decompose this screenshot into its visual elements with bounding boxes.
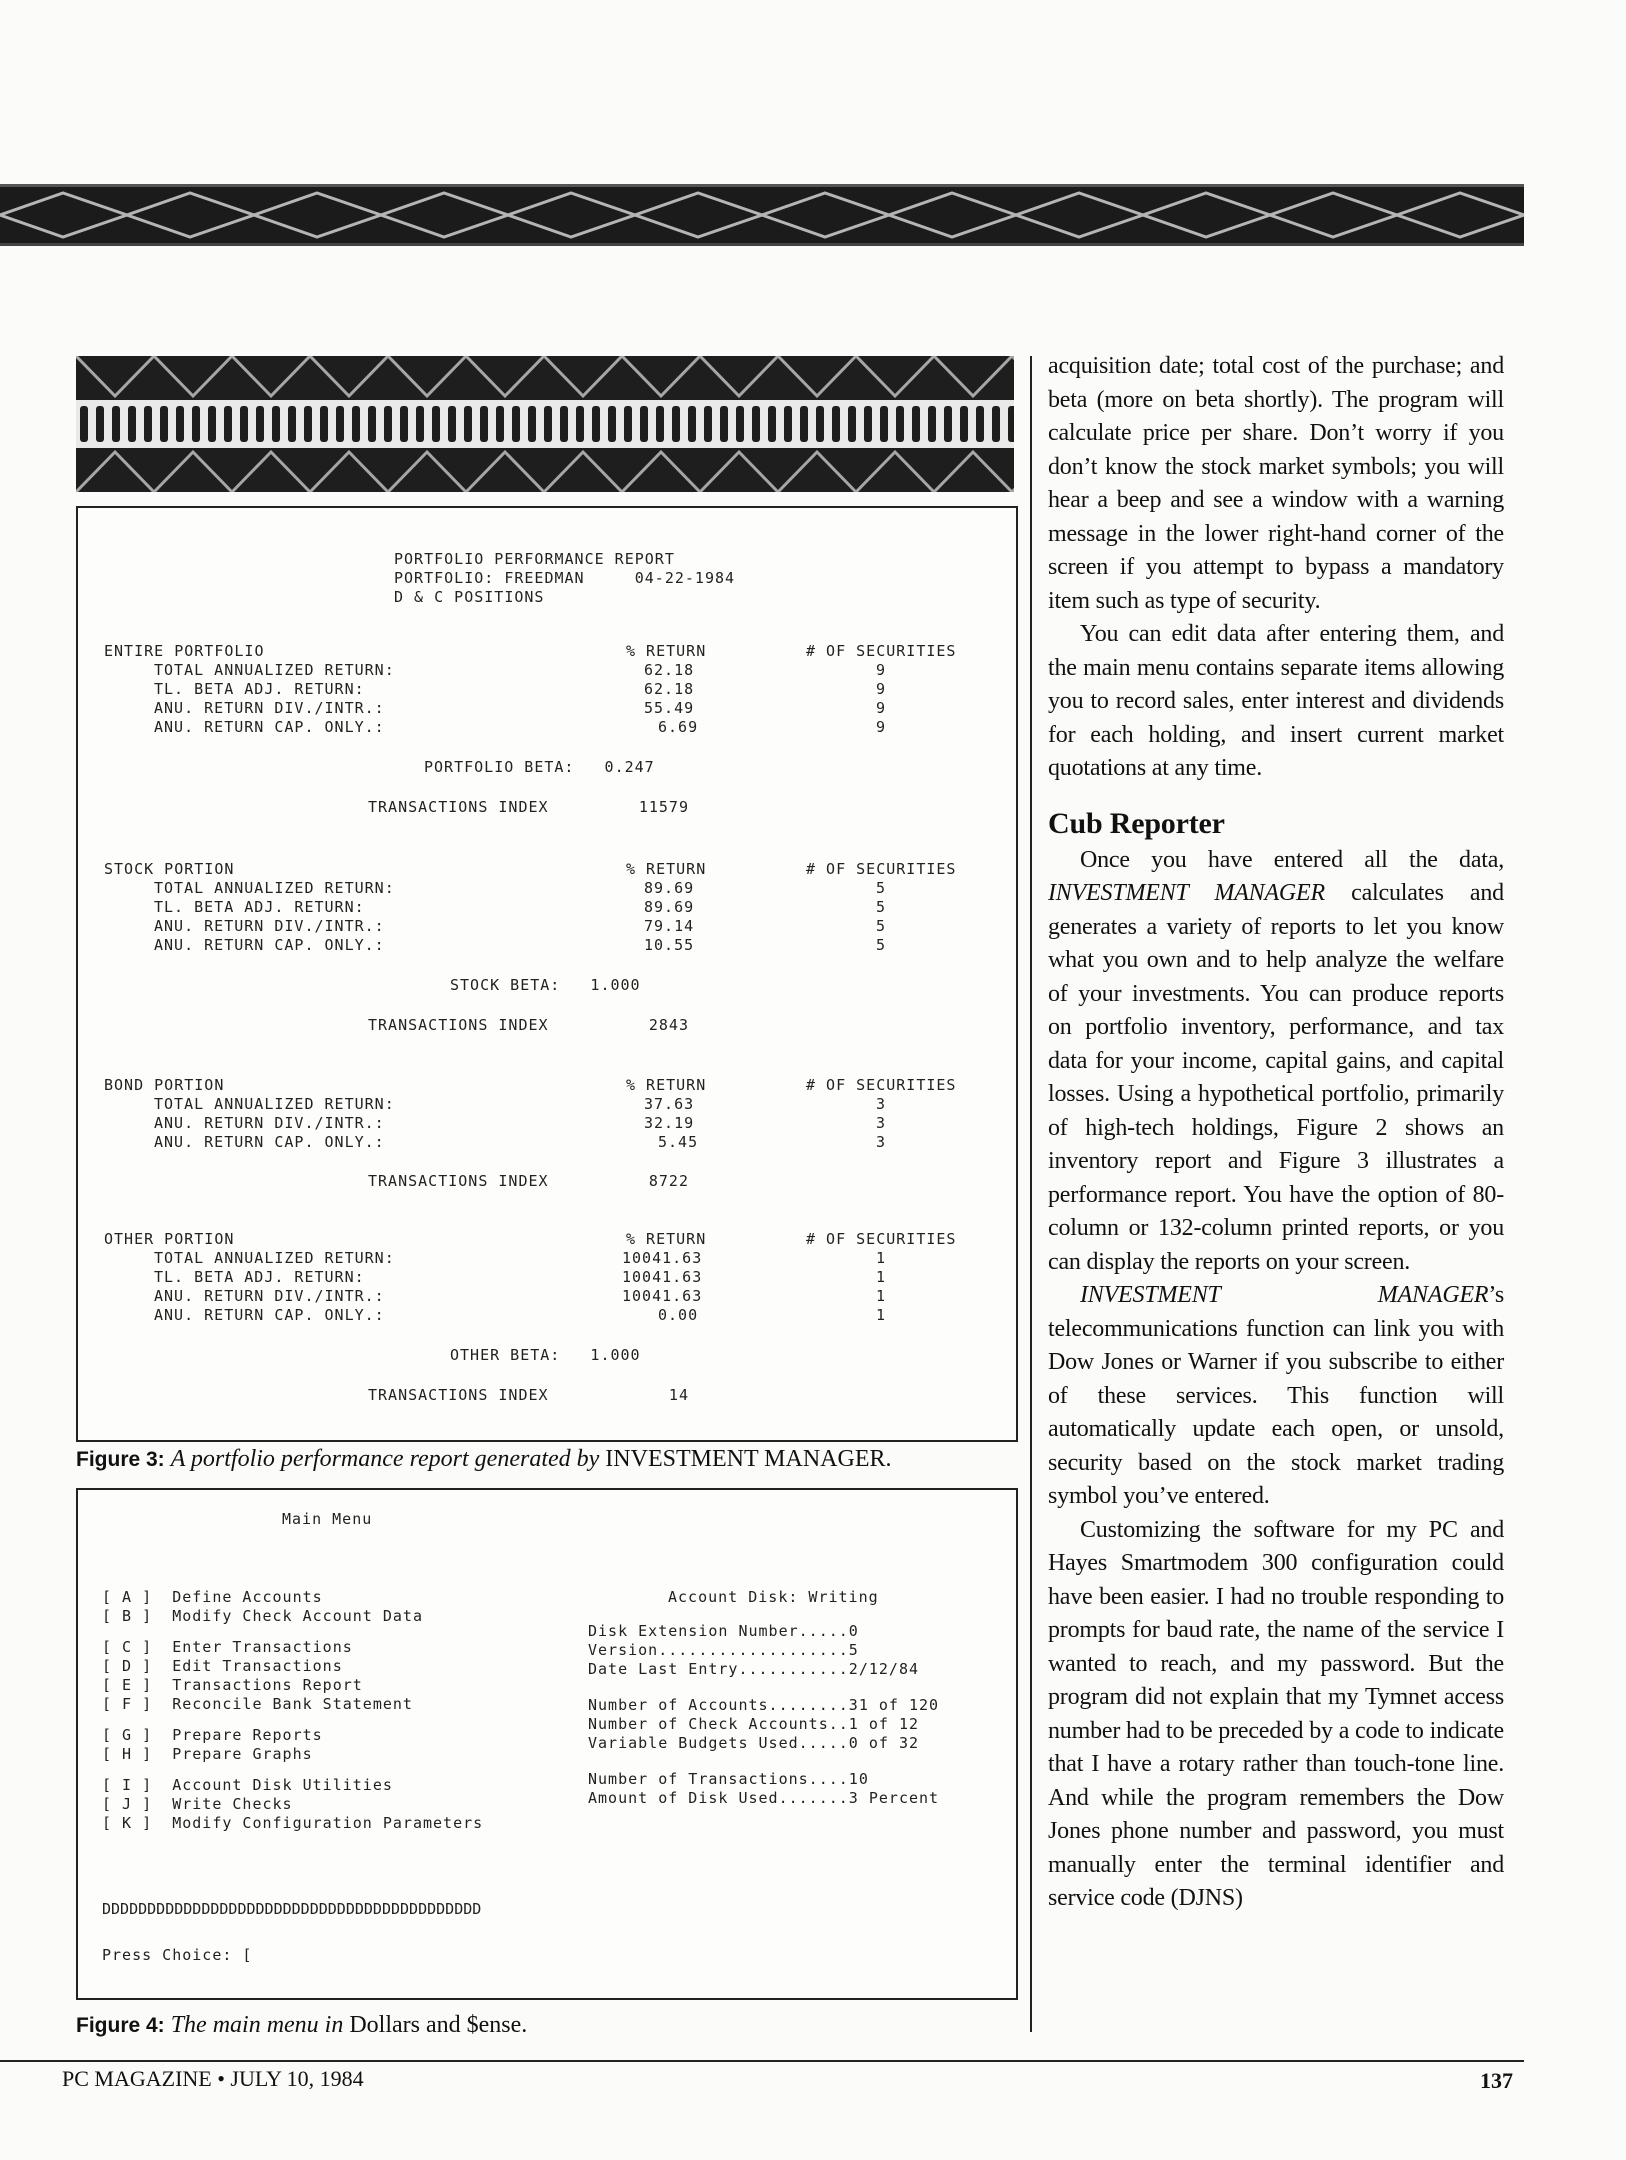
page-number: 137 [1480, 2068, 1513, 2093]
menu-item: [ J ] Write Checks [102, 1795, 293, 1813]
row-return: 89.69 [644, 879, 695, 897]
figure-3-report-box [76, 506, 1018, 1442]
row-securities: 1 [876, 1268, 887, 1286]
menu-item: [ A ] Define Accounts [102, 1588, 323, 1606]
report-header-line: PORTFOLIO PERFORMANCE REPORT [394, 550, 675, 568]
row-label: TOTAL ANNUALIZED RETURN: [154, 1095, 395, 1113]
row-securities: 9 [876, 661, 887, 679]
row-securities: 1 [876, 1249, 887, 1267]
column-header-return: % RETURN [626, 642, 707, 660]
decorative-header-band [0, 184, 1524, 246]
status-line: Number of Transactions....10 [588, 1770, 869, 1788]
figure-3-caption [76, 1446, 892, 1473]
status-line: Date Last Entry...........2/12/84 [588, 1660, 920, 1678]
column-header-return: % RETURN [626, 1076, 707, 1094]
row-label: ANU. RETURN DIV./INTR.: [154, 699, 385, 717]
row-label: TOTAL ANNUALIZED RETURN: [154, 1249, 395, 1267]
section-title: BOND PORTION [104, 1076, 225, 1094]
report-header-line: D & C POSITIONS [394, 588, 545, 606]
decorative-ornament-panel [76, 356, 1014, 492]
row-return: 32.19 [644, 1114, 695, 1132]
row-return: 0.00 [658, 1306, 699, 1324]
status-title: Account Disk: Writing [668, 1588, 879, 1606]
row-label: ANU. RETURN CAP. ONLY.: [154, 718, 385, 736]
row-label: ANU. RETURN DIV./INTR.: [154, 1287, 385, 1305]
footer-rule [0, 2060, 1524, 2062]
row-securities: 5 [876, 917, 887, 935]
row-securities: 9 [876, 718, 887, 736]
status-line: Number of Accounts........31 of 120 [588, 1696, 940, 1714]
beta-line: STOCK BETA: 1.000 [450, 976, 641, 994]
row-securities: 9 [876, 680, 887, 698]
row-return: 10.55 [644, 936, 695, 954]
menu-item: [ H ] Prepare Graphs [102, 1745, 313, 1763]
menu-item: [ G ] Prepare Reports [102, 1726, 323, 1744]
beta-line: OTHER BETA: 1.000 [450, 1346, 641, 1364]
column-header-securities: # OF SECURITIES [806, 642, 957, 660]
row-label: TL. BETA ADJ. RETURN: [154, 680, 365, 698]
caption-label: Figure 3: [76, 1448, 165, 1471]
column-header-return: % RETURN [626, 860, 707, 878]
row-label: ANU. RETURN CAP. ONLY.: [154, 1306, 385, 1324]
row-return: 10041.63 [622, 1287, 703, 1305]
transactions-index-line: TRANSACTIONS INDEX 11579 [368, 798, 689, 816]
row-securities: 9 [876, 699, 887, 717]
row-securities: 3 [876, 1095, 887, 1113]
figure-4-menu-box [76, 1488, 1018, 2000]
row-label: TL. BETA ADJ. RETURN: [154, 898, 365, 916]
beta-line: PORTFOLIO BETA: 0.247 [424, 758, 655, 776]
row-label: TOTAL ANNUALIZED RETURN: [154, 661, 395, 679]
article-paragraph: Customizing the software for my PC and Hayes Smartmodem 300 configuration could have been easier. I had no trouble responding to prompts for baud rate, the name of the service I wanted to reach, and my password. But the program did not explain that my Tymnet access number had to be preceded by a code to indicate that I have a rotary rather than touch-tone line. And while the program remembers the Dow Jones phone number and password, you must manually enter the terminal identifier and service code (DJNS) [1048, 1516, 1504, 1911]
transactions-index-line: TRANSACTIONS INDEX 2843 [368, 1016, 689, 1034]
transactions-index-line: TRANSACTIONS INDEX 8722 [368, 1172, 689, 1190]
row-label: ANU. RETURN DIV./INTR.: [154, 1114, 385, 1132]
article-paragraph: You can edit data after entering them, and the main menu contains separate items allowing you to record sales, enter interest and dividends for each holding, and insert current market quotations at any time. [1048, 621, 1504, 781]
caption-italic: The main menu in [170, 2012, 344, 2038]
status-line: Disk Extension Number.....0 [588, 1622, 859, 1640]
caption-tail: INVESTMENT MANAGER. [605, 1446, 892, 1472]
section-title: ENTIRE PORTFOLIO [104, 642, 265, 660]
column-header-securities: # OF SECURITIES [806, 1230, 957, 1248]
section-title: OTHER PORTION [104, 1230, 235, 1248]
transactions-index-line: TRANSACTIONS INDEX 14 [368, 1386, 689, 1404]
row-return: 6.69 [658, 718, 699, 736]
menu-item: [ B ] Modify Check Account Data [102, 1607, 423, 1625]
row-securities: 3 [876, 1114, 887, 1132]
row-return: 5.45 [658, 1133, 699, 1151]
status-line: Number of Check Accounts..1 of 12 [588, 1715, 920, 1733]
press-choice-prompt: Press Choice: [ [102, 1946, 253, 1964]
row-return: 62.18 [644, 680, 695, 698]
menu-item: [ E ] Transactions Report [102, 1676, 363, 1694]
row-return: 62.18 [644, 661, 695, 679]
row-label: TL. BETA ADJ. RETURN: [154, 1268, 365, 1286]
caption-italic: A portfolio performance report generated by [170, 1446, 600, 1472]
row-label: ANU. RETURN CAP. ONLY.: [154, 1133, 385, 1151]
row-return: 55.49 [644, 699, 695, 717]
figure-4-caption [76, 2012, 527, 2039]
row-return: 10041.63 [622, 1249, 703, 1267]
status-line: Version...................5 [588, 1641, 859, 1659]
menu-title: Main Menu [282, 1510, 373, 1528]
report-header-line: PORTFOLIO: FREEDMAN 04-22-1984 [394, 569, 736, 587]
menu-item: [ K ] Modify Configuration Parameters [102, 1814, 484, 1832]
article-column [1048, 350, 1504, 1916]
status-line: Variable Budgets Used.....0 of 32 [588, 1734, 920, 1752]
row-return: 89.69 [644, 898, 695, 916]
menu-item: [ D ] Edit Transactions [102, 1657, 343, 1675]
row-label: ANU. RETURN CAP. ONLY.: [154, 936, 385, 954]
row-securities: 5 [876, 898, 887, 916]
row-securities: 3 [876, 1133, 887, 1151]
row-securities: 1 [876, 1287, 887, 1305]
menu-item: [ C ] Enter Transactions [102, 1638, 353, 1656]
row-label: ANU. RETURN DIV./INTR.: [154, 917, 385, 935]
row-securities: 1 [876, 1306, 887, 1324]
caption-tail: Dollars and $ense. [349, 2012, 528, 2038]
footer-publication: PC MAGAZINE • JULY 10, 1984 [62, 2066, 364, 2091]
separator-line: DDDDDDDDDDDDDDDDDDDDDDDDDDDDDDDDDDDDDDDDDD [102, 1900, 482, 1918]
menu-item: [ F ] Reconcile Bank Statement [102, 1695, 413, 1713]
row-securities: 5 [876, 879, 887, 897]
article-paragraph: INVESTMENT MANAGER’s telecommunications function can link you with Dow Jones or Warner if you subscribe to either of these services. This function will automatically update each open, or unsold, security based on the stock market trading symbol you’ve entered. [1048, 1282, 1504, 1509]
row-return: 37.63 [644, 1095, 695, 1113]
row-return: 79.14 [644, 917, 695, 935]
column-divider [1030, 356, 1032, 2032]
caption-label: Figure 4: [76, 2014, 165, 2037]
row-label: TOTAL ANNUALIZED RETURN: [154, 879, 395, 897]
section-heading: Cub Reporter [1048, 806, 1225, 840]
article-paragraph: Once you have entered all the data, INVESTMENT MANAGER calculates and generates a variety of reports to let you know what you own and to help analyze the welfare of your investments. You can produce reports on portfolio inventory, performance, and tax data for your income, capital gains, and capital losses. Using a hypothetical portfolio, primarily of high-tech holdings, Figure 2 shows an inventory report and Figure 3 illustrates a performance report. You have the option of 80-column or 132-column printed reports, or you can display the reports on your screen. [1048, 846, 1504, 1275]
row-securities: 5 [876, 936, 887, 954]
menu-item: [ I ] Account Disk Utilities [102, 1776, 393, 1794]
column-header-return: % RETURN [626, 1230, 707, 1248]
article-paragraph: acquisition date; total cost of the purchase; and beta (more on beta shortly). The program will calculate price per share. Don’t worry if you don’t know the stock market symbols; you will hear a beep and see a window with a warning message in the lower right-hand corner of the screen if you attempt to bypass a mandatory item such as type of security. [1048, 353, 1504, 614]
row-return: 10041.63 [622, 1268, 703, 1286]
status-line: Amount of Disk Used.......3 Percent [588, 1789, 940, 1807]
column-header-securities: # OF SECURITIES [806, 860, 957, 878]
section-title: STOCK PORTION [104, 860, 235, 878]
column-header-securities: # OF SECURITIES [806, 1076, 957, 1094]
